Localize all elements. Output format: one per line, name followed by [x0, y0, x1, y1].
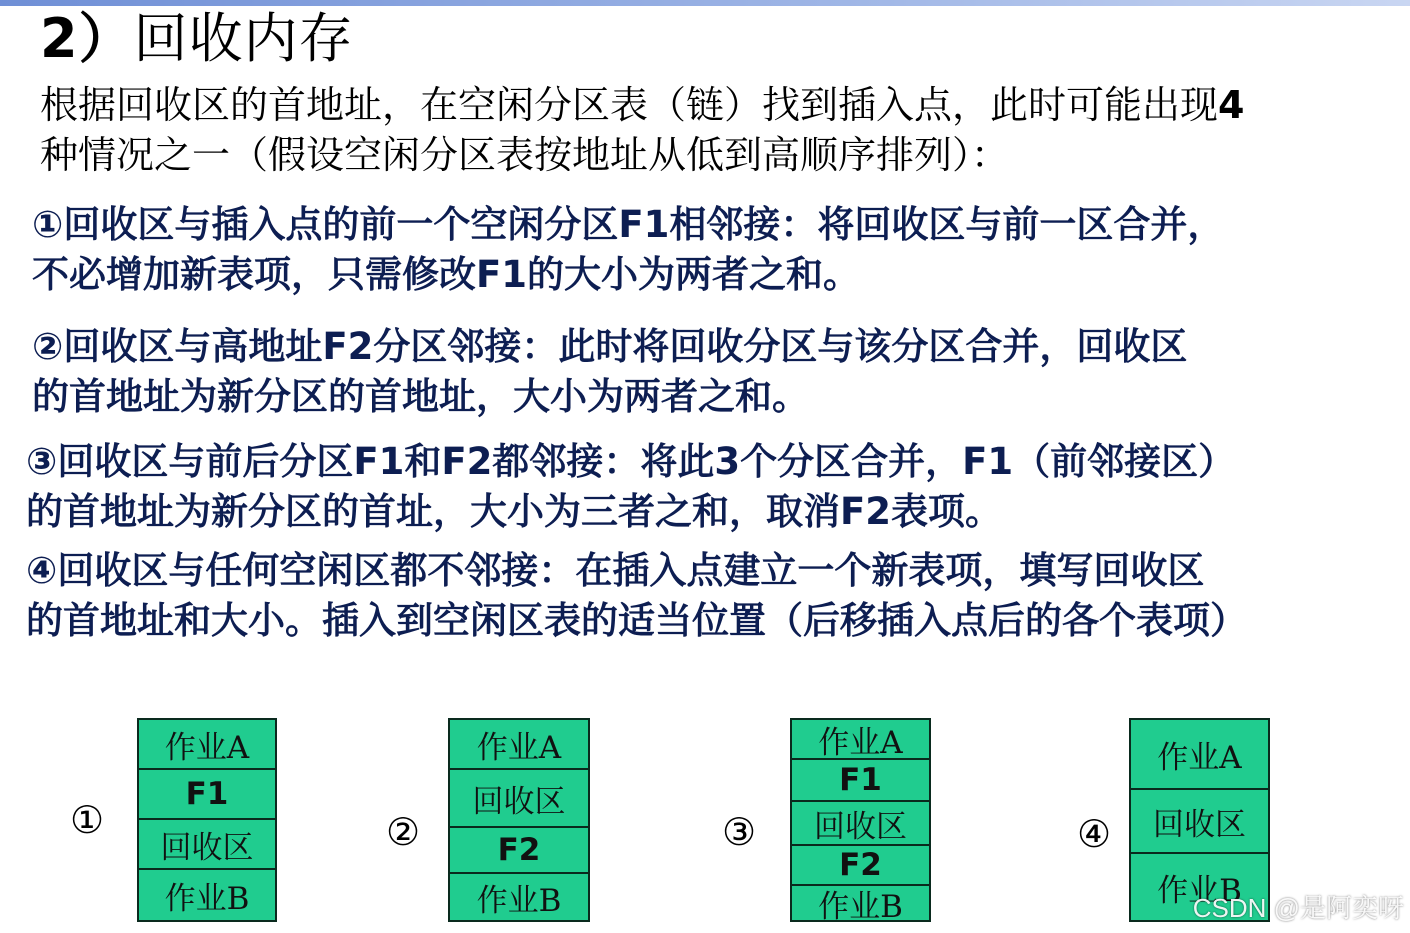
case-2-line-2: 的首地址为新分区的首地址，大小为两者之和。 [32, 375, 809, 418]
diagram-1-cell-reclaim: 回收区 [139, 820, 275, 870]
diagram-1-cell-f1: F1 [139, 770, 275, 820]
diagram-3-cell-job-b: 作业B [818, 888, 903, 925]
section-title-text: 回收内存 [133, 7, 354, 70]
case-1-line-1: ①回收区与插入点的前一个空闲分区F1相邻接：将回收区与前一区合并， [32, 203, 1225, 246]
case-2 [32, 322, 1187, 422]
diagram-1-memory-stack [137, 718, 277, 922]
case-2-line-1: ②回收区与高地址F2分区邻接：此时将回收分区与该分区合并，回收区 [32, 325, 1188, 368]
diagram-1-cell-job-a: 作业A [139, 720, 275, 770]
intro-line-1 [40, 80, 1400, 130]
intro-paragraph [40, 80, 1400, 180]
case-3 [26, 437, 1235, 537]
diagram-2-cell-job-b: 作业B [476, 882, 562, 919]
diagram-4-cell-job-b: 作业B [1157, 872, 1242, 909]
diagram-3-cell-job-a: 作业A [792, 720, 929, 760]
case-4-line-2: 的首地址和大小。插入到空闲区表的适当位置（后移插入点后的各个表项） [26, 599, 1247, 642]
intro-line-1-count: 4 [1218, 83, 1245, 127]
diagram-4-label: ④ [1077, 812, 1112, 856]
diagram-2-memory-stack [448, 718, 590, 922]
diagram-2-cell-reclaim: 回收区 [450, 770, 588, 828]
case-4-line-1: ④回收区与任何空闲区都不邻接：在插入点建立一个新表项，填写回收区 [26, 549, 1205, 592]
diagram-2-cell-job-a: 作业A [450, 720, 588, 770]
diagram-2-cell-f2: F2 [450, 828, 588, 874]
diagram-2-label: ② [386, 810, 421, 854]
diagram-3-label: ③ [722, 810, 757, 854]
intro-line-2: 种情况之一（假设空闲分区表按地址从低到高顺序排列）： [40, 133, 1010, 177]
diagram-1-label: ① [70, 798, 105, 842]
case-3-line-2: 的首地址为新分区的首址，大小为三者之和，取消F2表项。 [26, 490, 1003, 533]
diagram-4-cell-reclaim: 回收区 [1131, 790, 1268, 854]
case-3-line-1: ③回收区与前后分区F1和F2都邻接：将此3个分区合并，F1（前邻接区） [26, 440, 1236, 483]
diagram-3-memory-stack [790, 718, 931, 925]
intro-line-1-text: 根据回收区的首地址，在空闲分区表（链）找到插入点，此时可能出现 [40, 83, 1219, 127]
diagram-1-cell-job-b: 作业B [164, 880, 250, 917]
diagram-3-cell-f1: F1 [792, 760, 929, 802]
case-1 [32, 200, 1224, 300]
diagram-4-cell-job-a: 作业A [1131, 720, 1268, 790]
case-1-line-2: 不必增加新表项，只需修改F1的大小为两者之和。 [32, 253, 861, 296]
section-title [40, 0, 354, 73]
diagram-3-cell-reclaim: 回收区 [792, 802, 929, 846]
csdn-watermark: CSDN @是阿奕呀 [1192, 893, 1404, 923]
diagram-3-cell-f2: F2 [792, 846, 929, 886]
case-4 [26, 546, 1247, 646]
section-number: 2） [40, 7, 134, 70]
